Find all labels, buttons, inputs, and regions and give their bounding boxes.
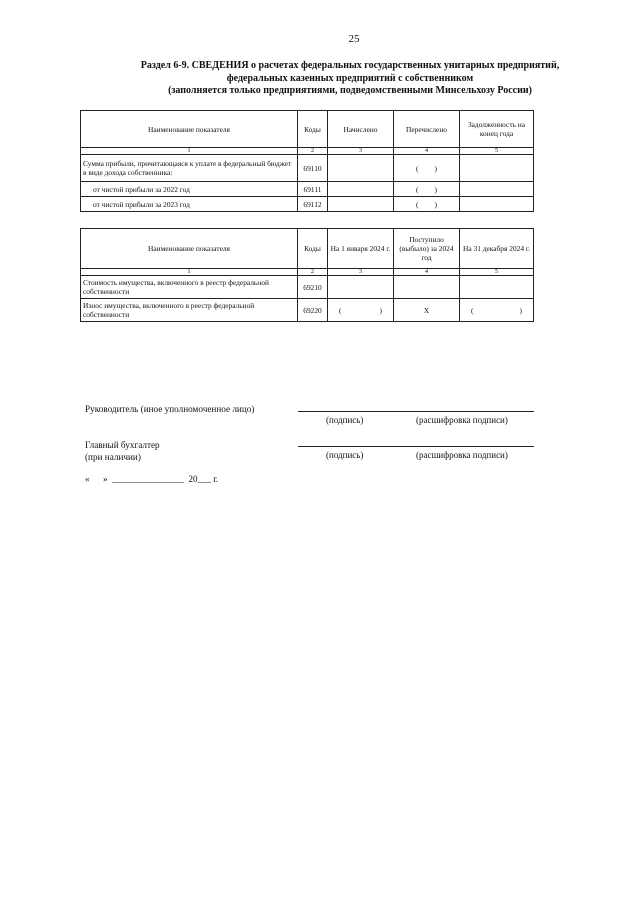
close-paren: ) — [519, 305, 522, 315]
accountant-signature-line — [298, 446, 534, 447]
property-table — [80, 228, 534, 322]
table-row — [81, 197, 534, 212]
table-row — [81, 155, 534, 182]
accountant-label-line-1: Главный бухгалтер — [85, 440, 160, 450]
accrued-cell[interactable] — [328, 197, 394, 212]
open-paren: ( — [471, 305, 474, 315]
header-accrued: Начислено — [328, 111, 394, 148]
accountant-label-line-2: (при наличии) — [85, 452, 141, 462]
indicator-code: 69220 — [298, 299, 328, 322]
section-title-line-3: (заполняется только предприятиями, подведомственными Минсельхозу России) — [168, 85, 532, 96]
date-field[interactable]: « » ________________ 20___ г. — [85, 474, 219, 484]
header-dec-31: На 31 декабря 2024 г. — [460, 229, 534, 269]
header-paid: Перечислено — [394, 111, 460, 148]
indicator-code: 69210 — [298, 276, 328, 299]
accrued-cell[interactable] — [328, 182, 394, 197]
column-number: 3 — [328, 269, 394, 276]
debt-cell[interactable] — [460, 155, 534, 182]
close-paren: ) — [434, 163, 437, 173]
debt-cell[interactable] — [460, 182, 534, 197]
column-number: 3 — [328, 148, 394, 155]
open-paren: ( — [416, 184, 419, 194]
accountant-label — [85, 439, 160, 463]
head-signature-caption: (подпись) — [326, 415, 364, 425]
open-paren: ( — [416, 163, 419, 173]
header-codes: Коды — [298, 111, 328, 148]
paid-cell[interactable] — [394, 182, 460, 197]
indicator-name: Сумма прибыли, причитающаяся к уплате в федеральный бюджет в виде дохода собственника: — [81, 155, 298, 182]
table-row — [81, 182, 534, 197]
head-signature-label: Руководитель (иное уполномоченное лицо) — [85, 404, 255, 414]
section-title — [80, 60, 620, 98]
column-number: 5 — [460, 269, 534, 276]
debt-cell[interactable] — [460, 197, 534, 212]
header-indicator-name: Наименование показателя — [81, 111, 298, 148]
header-debt-end-of-year: Задолженность на конец года — [460, 111, 534, 148]
indicator-name: от чистой прибыли за 2023 год — [81, 197, 298, 212]
accountant-decoding-caption: (расшифровка подписи) — [416, 450, 508, 460]
dec-31-cell[interactable] — [460, 299, 534, 322]
section-title-line-1: Раздел 6-9. СВЕДЕНИЯ о расчетах федеральных государственных унитарных предприятий, — [140, 60, 560, 71]
jan-1-cell[interactable] — [328, 276, 394, 299]
head-decoding-caption: (расшифровка подписи) — [416, 415, 508, 425]
jan-1-cell[interactable] — [328, 299, 394, 322]
accrued-cell[interactable] — [328, 155, 394, 182]
close-paren: ) — [379, 305, 382, 315]
column-number: 1 — [81, 269, 298, 276]
header-codes: Коды — [298, 229, 328, 269]
column-number: 5 — [460, 148, 534, 155]
open-paren: ( — [416, 199, 419, 209]
received-cell: X — [394, 299, 460, 322]
paid-cell[interactable] — [394, 197, 460, 212]
header-indicator-name: Наименование показателя — [81, 229, 298, 269]
header-jan-1: На 1 января 2024 г. — [328, 229, 394, 269]
indicator-name: Стоимость имущества, включенного в реестр федеральной собственности — [81, 276, 298, 299]
table-row — [81, 276, 534, 299]
column-number: 2 — [298, 148, 328, 155]
open-paren: ( — [339, 305, 342, 315]
section-title-line-2: федеральных казенных предприятий с собственником — [226, 72, 474, 84]
head-signature-line — [298, 411, 534, 412]
column-number: 4 — [394, 148, 460, 155]
paid-cell[interactable] — [394, 155, 460, 182]
indicator-code: 69110 — [298, 155, 328, 182]
close-paren: ) — [434, 184, 437, 194]
column-number: 4 — [394, 269, 460, 276]
close-paren: ) — [434, 199, 437, 209]
dec-31-cell[interactable] — [460, 276, 534, 299]
indicator-code: 69112 — [298, 197, 328, 212]
profit-table-column-numbers — [81, 148, 534, 155]
profit-table-header-row — [81, 111, 534, 148]
column-number: 2 — [298, 269, 328, 276]
column-number: 1 — [81, 148, 298, 155]
table-row — [81, 299, 534, 322]
accountant-signature-caption: (подпись) — [326, 450, 364, 460]
property-table-header-row — [81, 229, 534, 269]
profit-table — [80, 110, 534, 212]
received-cell[interactable] — [394, 276, 460, 299]
indicator-name: от чистой прибыли за 2022 год — [81, 182, 298, 197]
indicator-code: 69111 — [298, 182, 328, 197]
indicator-name: Износ имущества, включенного в реестр федеральной собственности — [81, 299, 298, 322]
header-received-disposed: Поступило (выбыло) за 2024 год — [394, 229, 460, 269]
page-number: 25 — [348, 33, 360, 45]
property-table-column-numbers — [81, 269, 534, 276]
